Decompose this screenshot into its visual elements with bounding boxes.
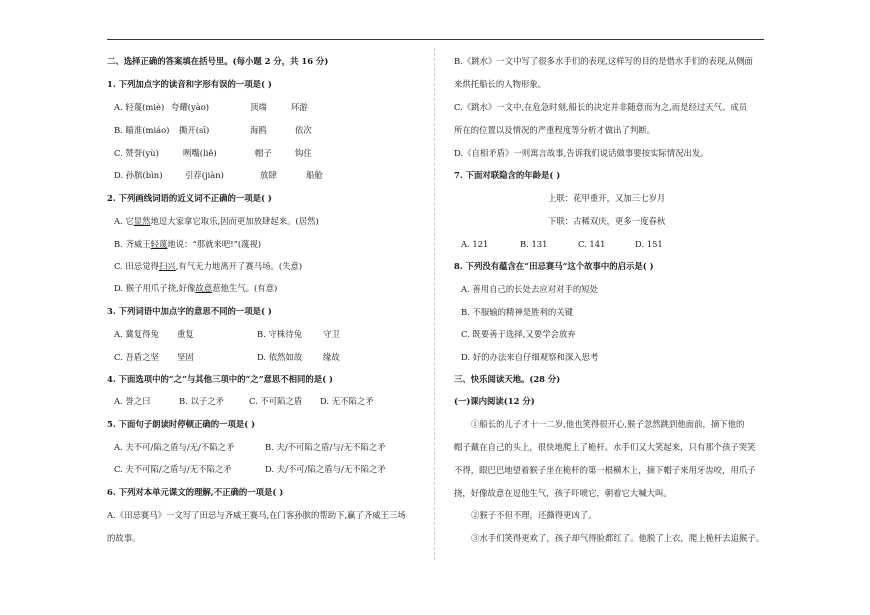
q8-option-b: B. 不服输的精神是胜利的关键 [461,307,573,317]
q3-stem: 3. 下列词语中加点字的意思不同的一项是( ) [107,306,272,316]
q8-option-c: C. 既要善于选择,又要学会放弃 [461,329,576,339]
section3-heading: 三、快乐阅读天地。(28 分) [454,374,561,384]
q6-option-a-line1: A.《田忌赛马》一文写了田忌与齐威王赛马,在门客孙膑的帮助下,赢了齐威王三场 [107,510,406,520]
section2-heading: 二、选择正确的答案填在括号里。(每小题 2 分，共 16 分) [107,56,329,66]
column-divider [434,48,435,560]
q2-option-a: A. 它显然地逗大家拿它取乐,因而更加放肆起来。(居然) [114,216,319,226]
q2-option-b: B. 齐威王轻蔑地说：“那就来吧!”(蔑视) [114,239,262,249]
q1-stem: 1. 下列加点字的读音和字形有误的一项是( ) [107,79,272,89]
q6-option-a-line2: 的故事。 [107,533,141,543]
q6-option-d: D.《自相矛盾》一则寓言故事,告诉我们说话做事要按实际情况出发。 [454,148,709,158]
q7-stem: 7. 下面对联隐含的年龄是( ) [454,170,561,180]
q4-stem: 4. 下面选项中的“之”与其他三项中的“之”意思不相同的是( ) [107,374,334,384]
q5-stem: 5. 下面句子朗读时停顿正确的一项是( ) [107,419,256,429]
reading-paragraph-1-line1: ①船长的儿子才十一二岁,他也笑得很开心,猴子忽然跳到他面前，摘下他的 [471,419,745,429]
q8-option-d: D. 好的办法来自仔细观察和深入思考 [461,352,599,362]
q6-option-b-line1: B.《跳水》一文中写了很多水手们的表现,这样写的目的是借水手们的表现,从侧面 [454,56,753,66]
q2-option-d: D. 猴子用爪子挠,好像故意惹他生气。(有意) [114,283,278,293]
q6-option-c-line1: C.《跳水》一文中,在危急时刻,船长的决定并非随意而为之,而是经过天气、成员 [454,102,748,112]
reading-paragraph-1-line4: 挠，好像故意在逗他生气，孩子吓唬它，朝着它大喊大叫。 [454,488,672,498]
q2-option-c: C. 田忌觉得扫兴,有气无力地离开了赛马场。(失意) [114,261,303,271]
q6-option-c-line2: 所在的位置以及情况的严重程度等分析才做出了判断。 [454,125,655,135]
q7-couplet-lower: 下联：古稀双庆，更多一度春秋 [548,216,666,226]
q7-couplet-upper: 上联：花甲重开，又加三七岁月 [548,193,666,203]
reading1-heading: (一)课内阅读(12 分) [454,396,535,406]
reading-paragraph-1-line3: 不得，眼巴巴地望着猴子坐在桅杆的第一根横木上，摘下帽子来用牙齿咬，用爪子 [454,465,756,475]
reading-paragraph-1-line2: 帽子戴在自己的头上，很快地爬上了桅杆。水手们又大笑起来，只有那个孩子哭笑 [454,442,756,452]
reading-paragraph-3: ③水手们笑得更欢了，孩子却气得脸都红了。他脱了上衣，爬上桅杆去追猴子。 [471,533,765,543]
q6-stem: 6. 下列对本单元课文的理解,不正确的一项是( ) [107,487,284,497]
q8-stem: 8. 下列没有蕴含在“田忌赛马”这个故事中的启示是( ) [454,261,654,271]
q2-stem: 2. 下列画线词语的近义词不正确的一项是( ) [107,193,272,203]
reading-paragraph-2: ②猴子不但不理，还撕得更凶了。 [471,510,597,520]
q8-option-a: A. 善用自己的长处去应对对手的短处 [461,284,598,294]
top-rule [107,39,764,40]
q6-option-b-line2: 来烘托船长的人物形象。 [454,79,547,89]
